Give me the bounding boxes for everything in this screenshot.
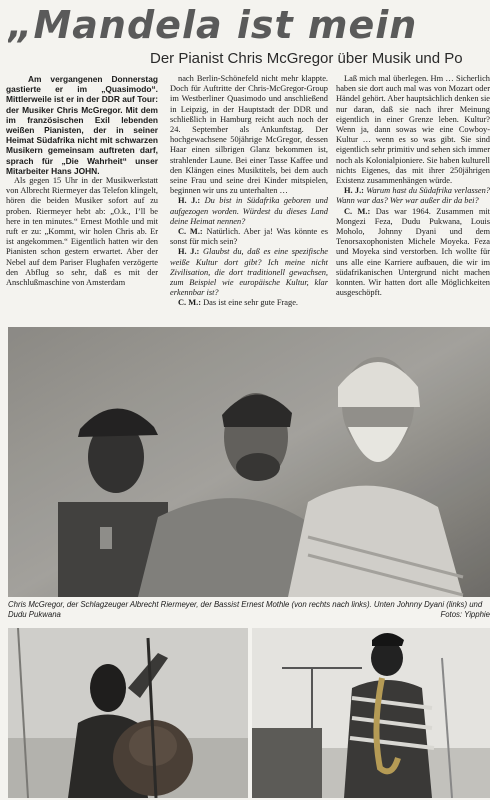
speaker-label: C. M.: <box>178 298 202 308</box>
caption-text: Chris McGregor, der Schlagzeuger Albrecht Riermeyer, der Bassist Ernest Mothle (von rechts nach links). Unten Johnny Dyani (links) und Dudu Pukwana <box>8 600 483 619</box>
article-column-3 <box>336 74 490 319</box>
headline: „Mandela ist mein <box>8 3 418 47</box>
photo-credit: Fotos: Yipphie <box>440 610 490 619</box>
article-paragraph: Als gegen 15 Uhr in der Musikwerkstatt von Albrecht Riermeyer das Telefon klingelt, hören die beiden Musiker sofort auf zu proben. Riermeyer hebt ab: „O.k., I’ll be here in ten minutes.“ Ernest Mothle und mit ruft er zu: „Kommt, wir holen Chris ab. Er ist angekommen.“ Eigentlich hatten wir den Pianisten schon gestern erwartet. Aber der Nebel auf dem Pariser Flughafen verzögerte den Abflug so sehr, daß es mit der Anschlußmaschine von Amsterdam <box>6 176 158 288</box>
subheadline: Der Pianist Chris McGregor über Musik und Po <box>150 50 463 67</box>
interview-answer <box>170 298 328 308</box>
main-photo-image <box>8 327 490 597</box>
main-photo <box>8 327 490 597</box>
article-paragraph: nach Berlin-Schönefeld nicht mehr klappte. Doch für Auftritte der Chris-McGregor-Group im Westberliner Quasimodo und anschließend in Leipzig, in der Hauptstadt der DDR und schließlich in Hamburg reicht auch noch der 24. September als Ankunftstag. Der hochgewachsene 50jährige McGregor, dessen Haar einen silbrigen Glanz bekommen ist, strahlender Laune. Bei einer Tasse Kaffee und den Klängen eines Musiktitels, bei dem auch seine Frau und seine drei Kinder mitspielen, beginnen wir uns zu unterhalten … <box>170 74 328 196</box>
photo-caption <box>8 600 490 626</box>
interview-question <box>336 186 490 206</box>
interview-question <box>170 247 328 298</box>
saxophonist-photo <box>252 628 490 798</box>
speaker-label: C. M.: <box>178 227 203 237</box>
interview-answer <box>170 227 328 247</box>
answer-text: Das war 1964. Zusammen mit Mongezi Feza, Dudu Pukwana, Louis Moholo, Johnny Dyani und dem Tenorsaxophonisten Michele Moyeka. Feza und Moyeka sind verstorben. Ich wollte für uns alle eine Karriere aufbauen, die wir im südafrikanischen Untergrund nicht machen konnten. Wir hatten dort alle Möglichkeiten ausgeschöpft. <box>336 206 490 298</box>
speaker-label: H. J.: <box>178 247 200 257</box>
speaker-label: H. J.: <box>344 186 364 196</box>
article-column-2 <box>170 74 328 319</box>
question-text: Warum hast du Südafrika verlassen? Wann war das? Wer war außer dir da bei? <box>336 186 490 206</box>
speaker-label: C. M.: <box>344 206 371 216</box>
interview-answer <box>336 207 490 299</box>
article-lead: Am vergangenen Donnerstag gastierte er im „Quasimodo“. Mittlerweile ist er in der DDR auf Tour: der Musiker Chris McGregor. Mit dem im französischen Exil lebenden weißen Pianisten, der in seiner Heimat Südafrika nicht mit schwarzen Musikern gemeinsam auftreten darf, sprach für „Die Wahrheit“ unser Mitarbeiter Hans JOHN. <box>6 74 158 176</box>
bassist-photo-image <box>8 628 248 798</box>
bassist-photo <box>8 628 248 798</box>
answer-text: Natürlich. Aber ja! Was könnte es sonst für mich sein? <box>170 227 328 247</box>
interview-question <box>170 196 328 227</box>
question-text: Glaubst du, daß es eine spezifische weiße Kultur dort gibt? Ich meine nicht Zivilisation, die dort traditionell gewachsen, zum Beispiel wie europäische Kultur, klar erkennbar ist? <box>170 247 328 298</box>
article-column-1 <box>6 74 158 319</box>
question-text: Du bist in Südafrika geboren und aufgezogen worden. Würdest du dieses Land deine Heimat nennen? <box>170 196 328 226</box>
answer-text: Das ist eine sehr gute Frage. <box>203 298 299 308</box>
article-paragraph: Laß mich mal überlegen. Hm … Sicherlich haben sie dort auch mal was von Mozart oder Händel gehört. Aber hauptsächlich denken sie nur daran, daß sie nach ihrer Meinung eigentlich in einer Grenze leben. Kultur? Wenn ja, dann sowas wie eine Cowboy-Kultur … wenn es so was gibt. Sie sind eigentlich sehr primitiv und sehen sich immer noch als Kolonialpioniere. Sie haben kulturell nichts Eigenes, das mit ihrer 250jährigen Existenz zusammenhängen würde. <box>336 74 490 186</box>
saxophonist-photo-image <box>252 628 490 798</box>
speaker-label: H. J.: <box>178 196 201 206</box>
